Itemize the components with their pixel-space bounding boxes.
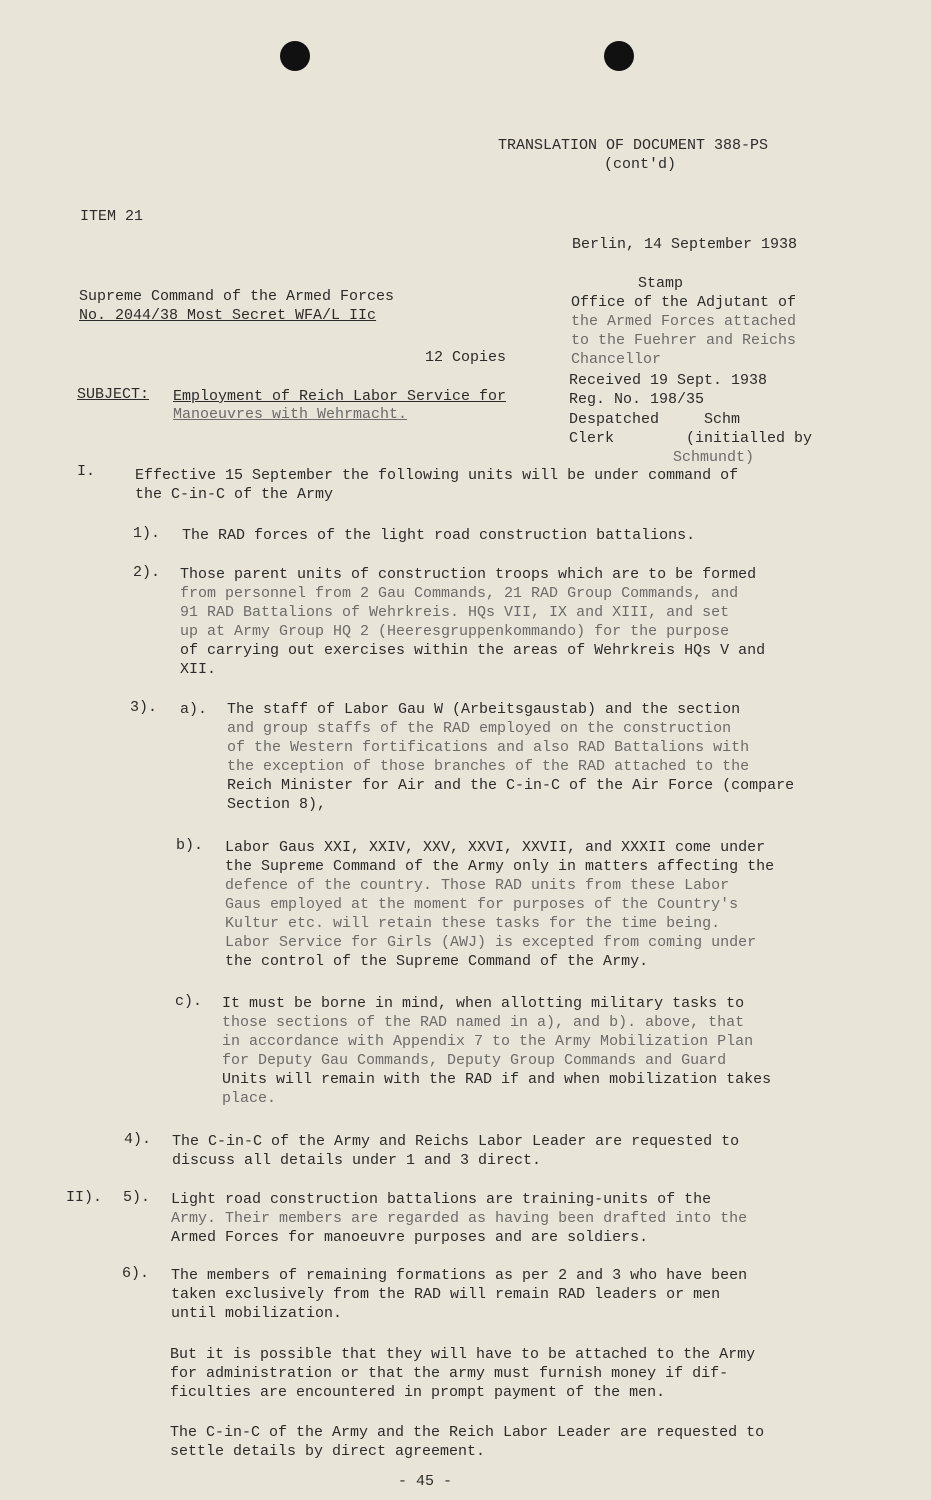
paragraph-number: 2).: [133, 564, 161, 581]
punch-hole-left: [280, 41, 310, 71]
subject-line-2: Manoeuvres with Wehrmacht.: [173, 406, 408, 423]
paragraph-line: for Deputy Gau Commands, Deputy Group Commands and Guard: [222, 1052, 727, 1069]
paragraph-line: Army. Their members are regarded as having been drafted into the: [171, 1210, 748, 1227]
stamp-line: Stamp: [638, 275, 684, 292]
paragraph-line: Labor Service for Girls (AWJ) is excepted from coming under: [225, 934, 757, 951]
subparagraph-number: a).: [180, 701, 208, 718]
paragraph-line: up at Army Group HQ 2 (Heeresgruppenkommando) for the purpose: [180, 623, 730, 640]
stamp-line: Reg. No. 198/35: [569, 391, 705, 408]
paragraph-line: Reich Minister for Air and the C-in-C of the Air Force (compare: [227, 777, 795, 794]
subject-label: SUBJECT:: [77, 386, 150, 403]
paragraph-line: The members of remaining formations as per 2 and 3 who have been: [171, 1267, 748, 1284]
paragraph-number: 6).: [122, 1265, 150, 1282]
paragraph-line: taken exclusively from the RAD will remain RAD leaders or men: [171, 1286, 721, 1303]
subject-line-1: Employment of Reich Labor Service for: [173, 388, 507, 405]
paragraph-line: in accordance with Appendix 7 to the Army Mobilization Plan: [222, 1033, 754, 1050]
document-date: Berlin, 14 September 1938: [572, 236, 798, 253]
paragraph-line: of carrying out exercises within the areas of Wehrkreis HQs V and: [180, 642, 766, 659]
paragraph-line: discuss all details under 1 and 3 direct.: [172, 1152, 542, 1169]
paragraph-line: for administration or that the army must furnish money if dif-: [170, 1365, 729, 1382]
subparagraph-number: c).: [175, 993, 203, 1010]
paragraph-line: XII.: [180, 661, 217, 678]
paragraph-line: settle details by direct agreement.: [170, 1443, 486, 1460]
stamp-line: Clerk (initialled by: [569, 430, 813, 447]
paragraph-line: Effective 15 September the following units will be under command of: [135, 467, 739, 484]
paragraph-line: and group staffs of the RAD employed on the construction: [227, 720, 732, 737]
paragraph-line: The staff of Labor Gau W (Arbeitsgaustab) and the section: [227, 701, 741, 718]
paragraph-number: 3).: [130, 699, 158, 716]
stamp-line: Despatched Schm: [569, 411, 741, 428]
paragraph-line: those sections of the RAD named in a), and b). above, that: [222, 1014, 745, 1031]
stamp-line: Office of the Adjutant of: [571, 294, 797, 311]
paragraph-line: The C-in-C of the Army and Reichs Labor Leader are requested to: [172, 1133, 740, 1150]
from-line-2: No. 2044/38 Most Secret WFA/L IIc: [79, 307, 377, 324]
from-line-1: Supreme Command of the Armed Forces: [79, 288, 395, 305]
paragraph-line: But it is possible that they will have to be attached to the Army: [170, 1346, 756, 1363]
paragraph-line: 91 RAD Battalions of Wehrkreis. HQs VII, IX and XIII, and set: [180, 604, 730, 621]
page-number: - 45 -: [398, 1473, 453, 1490]
copies-count: 12 Copies: [425, 349, 507, 366]
stamp-line: Schmundt): [673, 449, 755, 466]
paragraph-line: defence of the country. Those RAD units from these Labor: [225, 877, 730, 894]
paragraph-line: Section 8),: [227, 796, 327, 813]
paragraph-line: The RAD forces of the light road construction battalions.: [182, 527, 696, 544]
paragraph-number: 5).: [123, 1189, 151, 1206]
paragraph-line: Those parent units of construction troops which are to be formed: [180, 566, 757, 583]
paragraph-line: Kultur etc. will retain these tasks for the time being.: [225, 915, 721, 932]
paragraph-line: ficulties are encountered in prompt payment of the men.: [170, 1384, 666, 1401]
paragraph-line: from personnel from 2 Gau Commands, 21 RAD Group Commands, and: [180, 585, 739, 602]
paragraph-line: The C-in-C of the Army and the Reich Labor Leader are requested to: [170, 1424, 765, 1441]
paragraph-number: 4).: [124, 1131, 152, 1148]
punch-hole-right: [604, 41, 634, 71]
section-number: II).: [66, 1189, 103, 1206]
paragraph-line: Gaus employed at the moment for purposes of the Country's: [225, 896, 739, 913]
paragraph-line: until mobilization.: [171, 1305, 343, 1322]
paragraph-line: place.: [222, 1090, 277, 1107]
subparagraph-number: b).: [176, 837, 204, 854]
paragraph-line: Units will remain with the RAD if and when mobilization takes: [222, 1071, 772, 1088]
document-cont: (cont'd): [604, 156, 677, 173]
stamp-line: to the Fuehrer and Reichs: [571, 332, 797, 349]
stamp-line: the Armed Forces attached: [571, 313, 797, 330]
paragraph-line: the Supreme Command of the Army only in matters affecting the: [225, 858, 775, 875]
paragraph-number: 1).: [133, 525, 161, 542]
paragraph-line: the control of the Supreme Command of the Army.: [225, 953, 649, 970]
section-number: I.: [77, 463, 96, 480]
paragraph-line: the C-in-C of the Army: [135, 486, 334, 503]
item-number: ITEM 21: [80, 208, 144, 225]
paragraph-line: of the Western fortifications and also RAD Battalions with: [227, 739, 750, 756]
stamp-line: Chancellor: [571, 351, 662, 368]
paragraph-line: the exception of those branches of the RAD attached to the: [227, 758, 750, 775]
paragraph-line: It must be borne in mind, when allotting military tasks to: [222, 995, 745, 1012]
paragraph-line: Light road construction battalions are training-units of the: [171, 1191, 712, 1208]
paragraph-line: Armed Forces for manoeuvre purposes and are soldiers.: [171, 1229, 649, 1246]
document-title: TRANSLATION OF DOCUMENT 388-PS: [498, 137, 769, 154]
stamp-line: Received 19 Sept. 1938: [569, 372, 768, 389]
paragraph-line: Labor Gaus XXI, XXIV, XXV, XXVI, XXVII, and XXXII come under: [225, 839, 766, 856]
